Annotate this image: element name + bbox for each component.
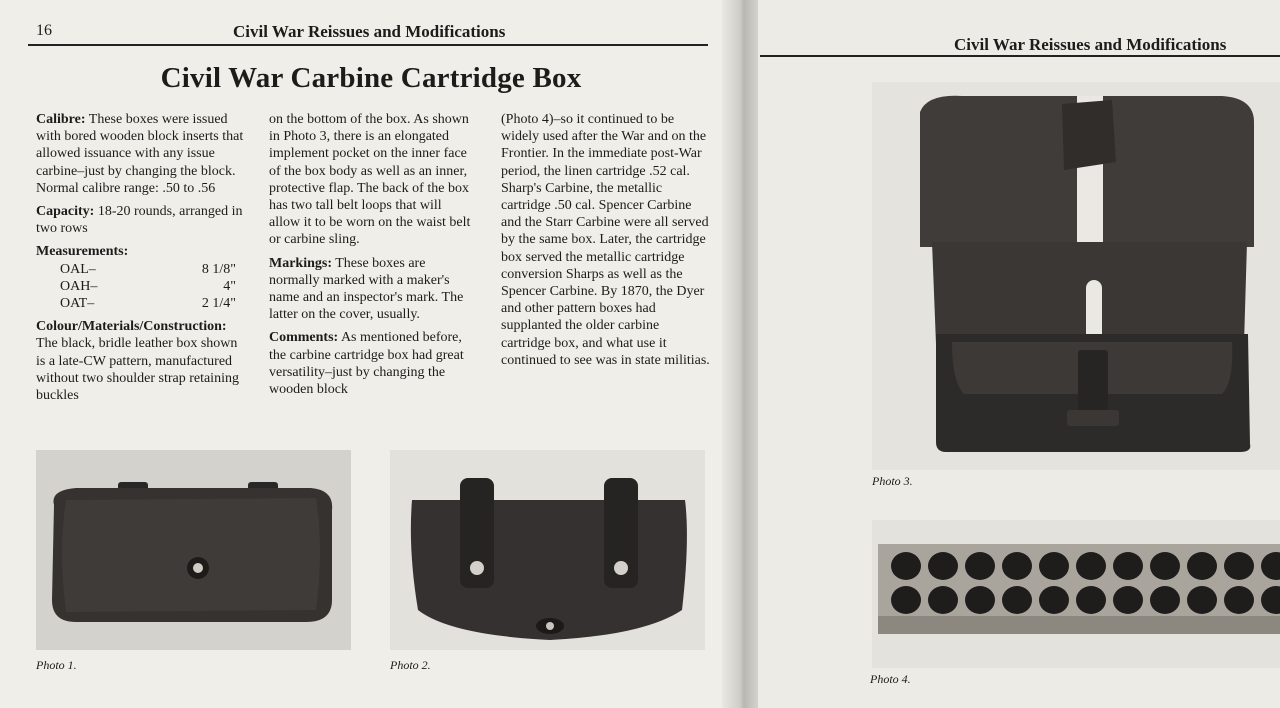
capacity-text: 18-20 rounds, arranged in two rows bbox=[36, 204, 243, 237]
text-column-2 bbox=[269, 111, 475, 404]
measurement-name: OAT– bbox=[60, 296, 95, 312]
block-hole bbox=[1002, 586, 1032, 614]
capacity-paragraph bbox=[36, 203, 246, 237]
measurement-row bbox=[36, 261, 236, 278]
markings-label: Markings: bbox=[269, 255, 332, 271]
calibre-label: Calibre: bbox=[36, 112, 86, 127]
block-hole bbox=[1187, 552, 1217, 580]
block-hole bbox=[1113, 552, 1143, 580]
text-column-3 bbox=[501, 111, 711, 375]
text-column-1 bbox=[36, 111, 246, 410]
measurement-value: 4" bbox=[223, 278, 236, 294]
measurement-name: OAL– bbox=[60, 261, 96, 277]
block-hole bbox=[1076, 586, 1106, 614]
measurements-block bbox=[36, 243, 246, 312]
header-rule-left bbox=[28, 44, 708, 46]
colour-paragraph bbox=[36, 318, 246, 404]
photo-3 bbox=[872, 82, 1280, 470]
block-hole bbox=[928, 586, 958, 614]
measurement-value: 8 1/8" bbox=[201, 261, 236, 277]
block-hole bbox=[1076, 552, 1106, 580]
capacity-label: Capacity: bbox=[36, 204, 95, 220]
markings-text: These boxes are normally marked with a maker's name and an inspector's mark. The latter on the cover, usually. bbox=[269, 255, 464, 323]
block-hole bbox=[1224, 552, 1254, 580]
calibre-text: These boxes were issued with bored wooden block inserts that allowed issuance with any issue carbine–just by changing the block. Normal calibre range: .50 to .56 bbox=[36, 112, 244, 196]
measurement-name: OAH– bbox=[60, 278, 98, 294]
block-hole bbox=[1113, 586, 1143, 614]
comments-paragraph bbox=[269, 329, 475, 398]
block-hole bbox=[928, 552, 958, 580]
measurements-label: Measurements: bbox=[36, 244, 129, 260]
measurement-value: 2 1/4" bbox=[201, 296, 236, 312]
block-hole bbox=[1150, 552, 1180, 580]
block-hole bbox=[965, 586, 995, 614]
block-hole bbox=[891, 586, 921, 614]
page-number: 16 bbox=[36, 22, 52, 39]
block-hole bbox=[965, 552, 995, 580]
photo-3-caption: Photo 3. bbox=[872, 474, 913, 488]
comments-text: As mentioned before, the carbine cartridge box had great versatility–just by changing the wooden block bbox=[269, 330, 464, 398]
running-head-right: Civil War Reissues and Modifications bbox=[954, 35, 1227, 54]
measurement-row bbox=[36, 295, 236, 312]
block-hole bbox=[1224, 586, 1254, 614]
page-title: Civil War Carbine Cartridge Box bbox=[160, 62, 582, 94]
photo-2 bbox=[390, 450, 705, 650]
running-head-left: Civil War Reissues and Modifications bbox=[233, 22, 506, 41]
photo-2-caption: Photo 2. bbox=[390, 658, 431, 672]
measurement-row bbox=[36, 278, 236, 295]
col3-paragraph: (Photo 4)–so it continued to be widely used after the War and on the Frontier. In the immediate post-War period, the linen cartridge .52 cal. Sharp's Carbine, the metallic cartridge .50 cal. Spencer Carbine and the Starr Carbine were all served by the same box. Later, the cartridge box served the metallic cartridge conversion Sharps as well as the Spencer Carbine. By 1870, the Dyer and other pattern boxes had supplanted the older carbine cartridge box, and what use it continued to see was in state militias. bbox=[501, 112, 710, 368]
block-hole bbox=[1150, 586, 1180, 614]
continued-paragraph: on the bottom of the box. As shown in Photo 3, there is an elongated implement pocket on the inner face of the box body as well as an inner, protective flap. The back of the box has two tall belt loops that will allow it to be worn on the waist belt or carbine sling. bbox=[269, 112, 471, 248]
photo-1 bbox=[36, 450, 351, 650]
calibre-paragraph bbox=[36, 111, 246, 197]
comments-label: Comments: bbox=[269, 330, 339, 346]
colour-label: Colour/Materials/Construction: bbox=[36, 319, 227, 335]
block-hole bbox=[891, 552, 921, 580]
book-gutter bbox=[722, 0, 762, 708]
photo-1-caption: Photo 1. bbox=[36, 658, 77, 672]
markings-paragraph bbox=[269, 255, 475, 324]
photo-4-caption: Photo 4. bbox=[870, 672, 911, 686]
block-hole bbox=[1039, 586, 1069, 614]
block-hole bbox=[1187, 586, 1217, 614]
block-hole bbox=[1002, 552, 1032, 580]
colour-text: The black, bridle leather box shown is a late-CW pattern, manufactured without two shoulder strap retaining buckles bbox=[36, 336, 239, 404]
block-hole bbox=[1039, 552, 1069, 580]
header-rule-right bbox=[760, 55, 1280, 57]
photo-4 bbox=[872, 520, 1280, 668]
